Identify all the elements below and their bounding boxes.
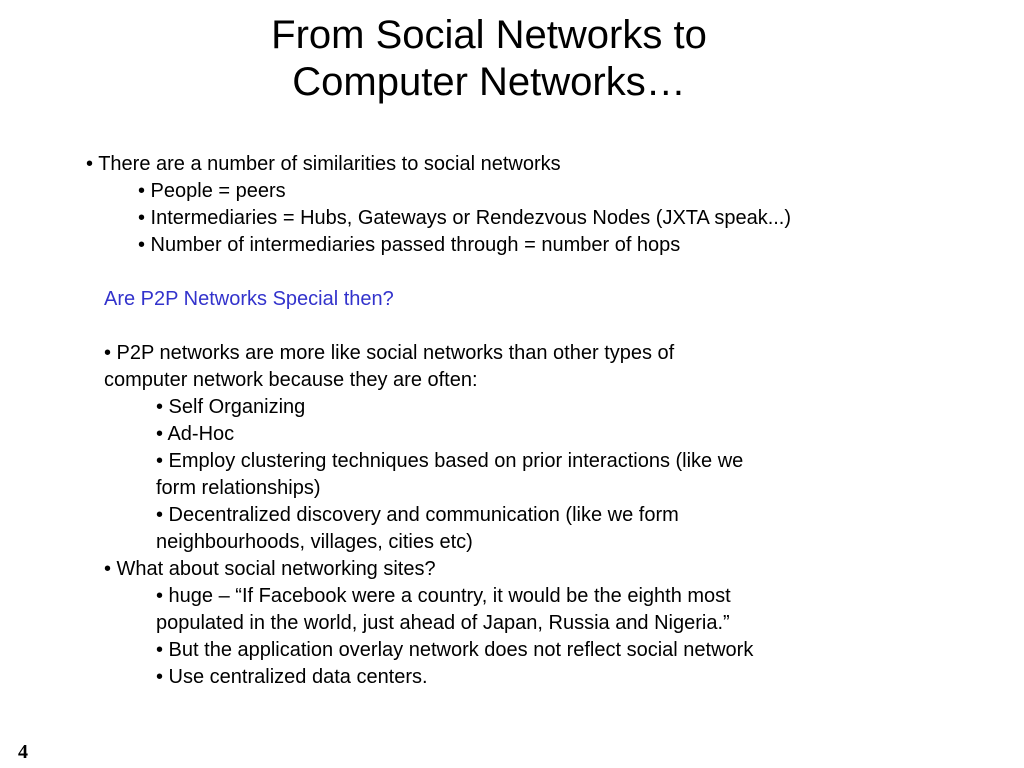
p2p-intro-line-2: computer network because they are often: bbox=[104, 369, 478, 391]
sites-point-data-centers: • Use centralized data centers. bbox=[156, 666, 428, 688]
p2p-point-self-organizing: • Self Organizing bbox=[156, 396, 306, 418]
p2p-point-clustering-cont: form relationships) bbox=[156, 477, 321, 499]
slide-title-line-2: Computer Networks… bbox=[292, 60, 686, 104]
sites-point-overlay: • But the application overlay network does not reflect social network bbox=[156, 639, 754, 661]
slide-title bbox=[0, 12, 978, 106]
p2p-point-decentralized-cont: neighbourhoods, villages, cities etc) bbox=[156, 531, 473, 553]
sites-point-facebook: • huge – “If Facebook were a country, it would be the eighth most bbox=[156, 585, 731, 607]
p2p-point-clustering: • Employ clustering techniques based on prior interactions (like we bbox=[156, 450, 744, 472]
p2p-intro-line-1: • P2P networks are more like social networks than other types of bbox=[104, 342, 675, 364]
p2p-point-ad-hoc: • Ad-Hoc bbox=[156, 423, 235, 445]
bullet-similarities: • There are a number of similarities to social networks bbox=[86, 153, 561, 175]
bullet-people-peers: • People = peers bbox=[138, 180, 286, 202]
sites-point-facebook-cont: populated in the world, just ahead of Japan, Russia and Nigeria.” bbox=[156, 612, 730, 634]
sites-question: • What about social networking sites? bbox=[104, 558, 436, 580]
p2p-point-decentralized: • Decentralized discovery and communication (like we form bbox=[156, 504, 679, 526]
slide-title-line-1: From Social Networks to bbox=[271, 13, 707, 57]
slide-number: 4 bbox=[18, 741, 28, 763]
bullet-intermediaries: • Intermediaries = Hubs, Gateways or Rendezvous Nodes (JXTA speak...) bbox=[138, 207, 792, 229]
bullet-hops: • Number of intermediaries passed through = number of hops bbox=[138, 234, 681, 256]
section-heading: Are P2P Networks Special then? bbox=[104, 288, 394, 310]
